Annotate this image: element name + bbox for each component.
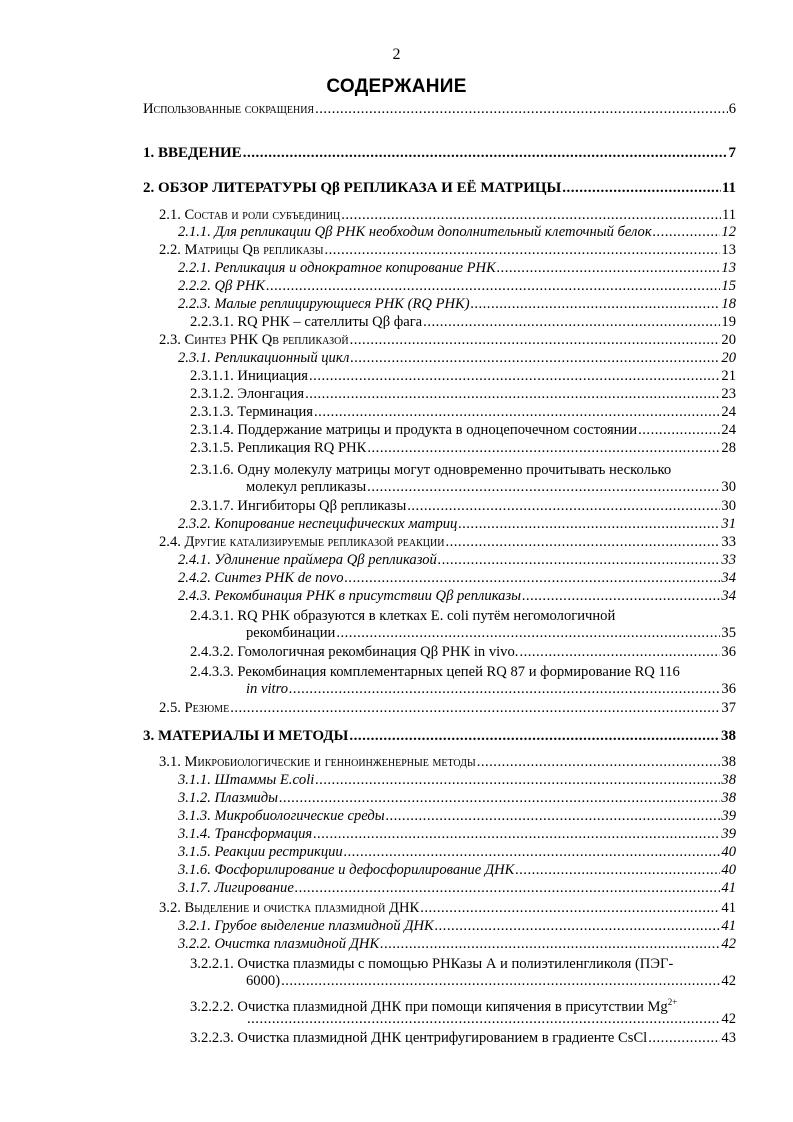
page-title: СОДЕРЖАНИЕ — [326, 76, 467, 97]
toc-entry[interactable]: 2.3. Синтез РНК Qβ репликазой ..... 20 — [159, 332, 736, 349]
toc-entry[interactable]: ..... 42 — [246, 1011, 736, 1028]
toc-entry[interactable]: молекул репликазы ..... 30 — [246, 479, 736, 496]
toc-entry[interactable]: 3.1.7. Лигирование ..... 41 — [178, 880, 736, 897]
toc-entry-first-line[interactable]: 3.2.2.1. Очистка плазмиды с помощью РНКазы А и полиэтиленгликоля (ПЭГ- — [190, 956, 674, 972]
toc-entry-first-line[interactable]: 2.4.3.3. Рекомбинация комплементарных цепей RQ 87 и формирование RQ 116 — [190, 664, 680, 680]
toc-entry[interactable]: 2. ОБЗОР ЛИТЕРАТУРЫ Qβ РЕПЛИКАЗА И ЕЁ МАТРИЦЫ ..... 11 — [143, 180, 736, 197]
toc-entry[interactable]: 2.3.1.2. Элонгация ..... 23 — [190, 386, 736, 403]
toc-entry-first-line[interactable]: 3.2.2.2. Очистка плазмидной ДНК при помощи кипячения в присутствии $Mg^{2+}$ — [190, 997, 678, 1015]
toc-entry[interactable]: 3.2.1. Грубое выделение плазмидной ДНК ..... 41 — [178, 918, 736, 935]
toc-entry[interactable]: 2.4.3.2. Гомологичная рекомбинация Qβ РНК in vivo. ..... 36 — [190, 644, 736, 661]
toc-entry[interactable]: 2.2.1. Репликация и однократное копирование РНК ..... 13 — [178, 260, 736, 277]
toc-entry[interactable]: 3.1.6. Фосфорилирование и дефосфорилирование ДНК ..... 40 — [178, 862, 736, 879]
toc-entry[interactable]: Использованные сокращения ..... 6 — [143, 101, 736, 118]
toc-entry[interactable]: 6000) ..... 42 — [246, 973, 736, 990]
toc-entry[interactable]: 2.2.3.1. RQ РНК – сателлиты Qβ фага ..... 19 — [190, 314, 736, 331]
toc-entry[interactable]: 3.2.2. Очистка плазмидной ДНК ..... 42 — [178, 936, 736, 953]
toc-entry[interactable]: 2.4. Другие катализируемые репликазой реакции ..... 33 — [159, 534, 736, 551]
toc-entry[interactable]: 3.2. Выделение и очистка плазмидной ДНК ..... 41 — [159, 900, 736, 917]
toc-entry[interactable]: 2.3.1.4. Поддержание матрицы и продукта в одноцепочечном состоянии ..... 24 — [190, 422, 736, 439]
toc-entry[interactable]: 2.4.2. Синтез РНК de novo ..... 34 — [178, 570, 736, 587]
toc-entry[interactable]: 3.1. Микробиологические и генноинженерные методы ..... 38 — [159, 754, 736, 771]
toc-entry[interactable]: 3.1.2. Плазмиды ..... 38 — [178, 790, 736, 807]
toc-entry[interactable]: 2.5. Резюме ..... 37 — [159, 700, 736, 717]
toc-entry[interactable]: 2.3.1.7. Ингибиторы Qβ репликазы ..... 30 — [190, 498, 736, 515]
toc-entry[interactable]: 3.1.4. Трансформация ..... 39 — [178, 826, 736, 843]
toc-entry-first-line[interactable]: 2.4.3.1. RQ РНК образуются в клетках E. coli путём негомологичной — [190, 608, 616, 624]
toc-entry[interactable]: 1. ВВЕДЕНИЕ ..... 7 — [143, 145, 736, 162]
toc-entry[interactable]: 2.1. Состав и роли субъединиц ..... 11 — [159, 207, 736, 224]
toc-entry[interactable]: 2.4.3. Рекомбинация РНК в присутствии Qβ репликазы ..... 34 — [178, 588, 736, 605]
toc-entry[interactable]: 2.3.1.1. Инициация ..... 21 — [190, 368, 736, 385]
toc-entry[interactable]: 3. МАТЕРИАЛЫ И МЕТОДЫ ..... 38 — [143, 728, 736, 745]
toc-entry[interactable]: 2.3.1.5. Репликация RQ РНК ..... 28 — [190, 440, 736, 457]
toc-entry[interactable]: рекомбинации ..... 35 — [246, 625, 736, 642]
toc-entry[interactable]: 2.4.1. Удлинение праймера Qβ репликазой ..... 33 — [178, 552, 736, 569]
toc-entry-first-line[interactable]: 2.3.1.6. Одну молекулу матрицы могут одновременно прочитывать несколько — [190, 462, 672, 478]
toc-entry[interactable]: 2.3.1. Репликационный цикл ..... 20 — [178, 350, 736, 367]
toc-entry[interactable]: 3.2.2.3. Очистка плазмидной ДНК центрифугированием в градиенте CsCl ..... 43 — [190, 1030, 736, 1047]
toc-entry[interactable]: 2.2.2. Qβ РНК ..... 15 — [178, 278, 736, 295]
toc-entry[interactable]: 2.3.2. Копирование неспецифических матриц ..... 31 — [178, 516, 736, 533]
toc-entry[interactable]: 2.2.3. Малые реплицирующиеся РНК (RQ РНК) ..... 18 — [178, 296, 736, 313]
toc-entry[interactable]: 2.2. Матрицы Qβ репликазы ..... 13 — [159, 242, 736, 259]
toc-entry[interactable]: 3.1.1. Штаммы E.coli ..... 38 — [178, 772, 736, 789]
toc-entry[interactable]: in vitro ..... 36 — [246, 681, 736, 698]
toc-entry[interactable]: 2.3.1.3. Терминация ..... 24 — [190, 404, 736, 421]
toc-entry[interactable]: 3.1.3. Микробиологические среды ..... 39 — [178, 808, 736, 825]
toc-entry[interactable]: 3.1.5. Реакции рестрикции ..... 40 — [178, 844, 736, 861]
toc-entry[interactable]: 2.1.1. Для репликации Qβ РНК необходим дополнительный клеточный белок ..... 12 — [178, 224, 736, 241]
page-number: 2 — [392, 46, 401, 63]
